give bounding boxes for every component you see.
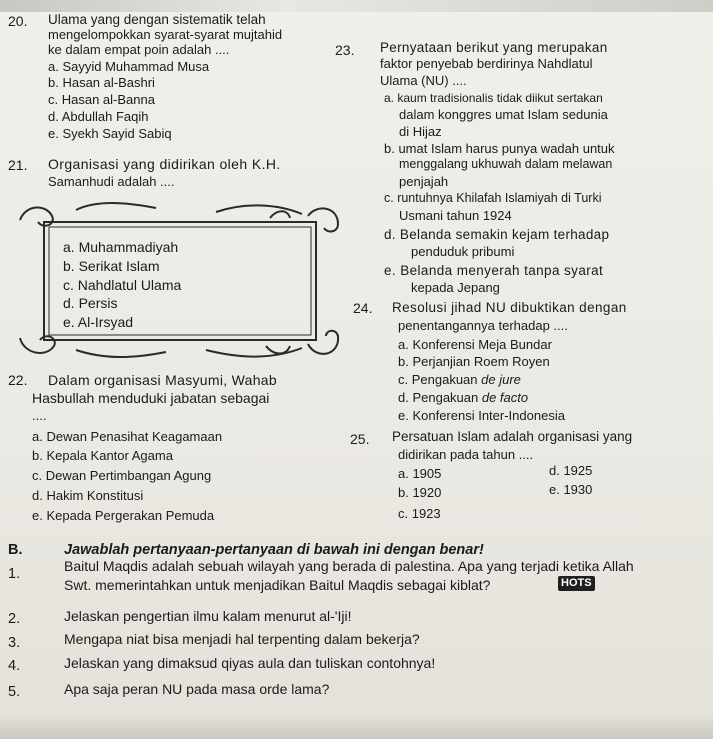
q20-option-a: a. Sayyid Muhammad Musa <box>48 59 210 74</box>
q23-text-line3: Ulama (NU) .... <box>380 73 467 88</box>
top-edge <box>0 0 713 12</box>
q21-option-a: a. Muhammadiyah <box>63 239 179 255</box>
q23-option-c-line1: c. runtuhnya Khilafah Islamiyah di Turki <box>384 191 602 205</box>
q23-option-a-line1: a. kaum tradisionalis tidak diikut sertakan <box>384 91 603 105</box>
hots-badge: HOTS <box>558 576 595 591</box>
q23-text-line1: Pernyataan berikut yang merupakan <box>380 40 608 55</box>
essay-1-line1: Baitul Maqdis adalah sebuah wilayah yang berada di palestina. Apa yang terjadi ketika Allah <box>64 558 634 574</box>
q21-text-line2: Samanhudi adalah .... <box>48 174 175 189</box>
q24-option-c: c. Pengakuan de jure <box>398 372 521 387</box>
q25-text-line2: didirikan pada tahun .... <box>398 447 534 462</box>
q24-number: 24. <box>353 300 373 316</box>
essay-4-text: Jelaskan yang dimaksud qiyas aula dan tuliskan contohnya! <box>64 655 436 671</box>
q24-text-line1: Resolusi jihad NU dibuktikan dengan <box>392 300 627 315</box>
essay-5-number: 5. <box>8 684 21 700</box>
q24-option-a: a. Konferensi Meja Bundar <box>398 337 552 352</box>
q23-option-b-line1: b. umat Islam harus punya wadah untuk <box>384 141 615 156</box>
q25-text-line1: Persatuan Islam adalah organisasi yang <box>392 429 633 444</box>
q21-option-c: c. Nahdlatul Ulama <box>63 277 182 293</box>
q23-option-e-line2: kepada Jepang <box>411 280 500 295</box>
essay-1-number: 1. <box>8 566 21 582</box>
q22-option-e: e. Kepada Pergerakan Pemuda <box>32 508 215 523</box>
q20-option-e: e. Syekh Sayid Sabiq <box>48 126 172 141</box>
section-b-title: Jawablah pertanyaan-pertanyaan di bawah ini dengan benar! <box>64 542 484 558</box>
q23-option-a-line2: dalam konggres umat Islam sedunia <box>399 107 608 122</box>
q24-option-b: b. Perjanjian Roem Royen <box>398 354 550 369</box>
essay-1-line2: Swt. memerintahkan untuk menjadikan Baitul Maqdis sebagai kiblat? <box>64 577 491 593</box>
q20-text-line1: Ulama yang dengan sistematik telah <box>48 12 266 27</box>
q22-option-b: b. Kepala Kantor Agama <box>32 448 173 463</box>
q23-option-b-line3: penjajah <box>399 174 449 189</box>
q20-number: 20. <box>8 13 28 29</box>
essay-3-number: 3. <box>8 635 21 651</box>
q23-option-d-line2: penduduk pribumi <box>411 244 515 259</box>
section-b-label: B. <box>8 542 23 558</box>
q21-text-line1: Organisasi yang didirikan oleh K.H. <box>48 156 281 172</box>
q20-text-line2: mengelompokkan syarat-syarat mujtahid <box>48 27 283 42</box>
q21-option-b: b. Serikat Islam <box>63 258 160 274</box>
q23-option-d-line1: d. Belanda semakin kejam terhadap <box>384 227 610 242</box>
q24-text-line2: penentangannya terhadap .... <box>398 318 568 333</box>
q22-text-line1: Dalam organisasi Masyumi, Wahab <box>48 372 277 388</box>
q21-option-d: d. Persis <box>63 295 118 311</box>
q23-option-b-line2: menggalang ukhuwah dalam melawan <box>399 157 613 171</box>
essay-2-number: 2. <box>8 611 21 627</box>
q22-option-c: c. Dewan Pertimbangan Agung <box>32 468 212 483</box>
q23-option-c-line2: Usmani tahun 1924 <box>399 208 512 223</box>
q22-text-line3: .... <box>32 408 47 423</box>
q20-option-c: c. Hasan al-Banna <box>48 92 155 107</box>
q21-option-e: e. Al-Irsyad <box>63 314 134 330</box>
essay-2-text: Jelaskan pengertian ilmu kalam menurut al-'Iji! <box>64 608 352 624</box>
q25-option-a: a. 1905 <box>398 466 442 481</box>
q23-number: 23. <box>335 42 355 58</box>
q23-text-line2: faktor penyebab berdirinya Nahdlatul <box>380 56 593 71</box>
q23-option-a-line3: di Hijaz <box>399 124 442 139</box>
essay-5-text: Apa saja peran NU pada masa orde lama? <box>64 681 330 697</box>
q24-option-d: d. Pengakuan de facto <box>398 390 529 405</box>
q20-option-b: b. Hasan al-Bashri <box>48 75 155 90</box>
q22-text-line2: Hasbullah menduduki jabatan sebagai <box>32 390 270 406</box>
q25-number: 25. <box>350 431 370 447</box>
q22-option-d: d. Hakim Konstitusi <box>32 488 144 503</box>
q25-option-d: d. 1925 <box>549 463 593 478</box>
essay-3-text: Mengapa niat bisa menjadi hal terpenting dalam bekerja? <box>64 631 420 647</box>
q22-number: 22. <box>8 372 28 388</box>
bottom-edge <box>0 716 713 739</box>
q25-option-b: b. 1920 <box>398 485 442 500</box>
q25-option-e: e. 1930 <box>549 482 593 497</box>
q24-option-e: e. Konferensi Inter-Indonesia <box>398 408 565 423</box>
q25-option-c: c. 1923 <box>398 506 441 521</box>
essay-4-number: 4. <box>8 658 21 674</box>
q23-option-e-line1: e. Belanda menyerah tanpa syarat <box>384 263 604 278</box>
q20-option-d: d. Abdullah Faqih <box>48 109 149 124</box>
q20-text-line3: ke dalam empat poin adalah .... <box>48 42 230 57</box>
q22-option-a: a. Dewan Penasihat Keagamaan <box>32 429 223 444</box>
q21-number: 21. <box>8 157 28 173</box>
